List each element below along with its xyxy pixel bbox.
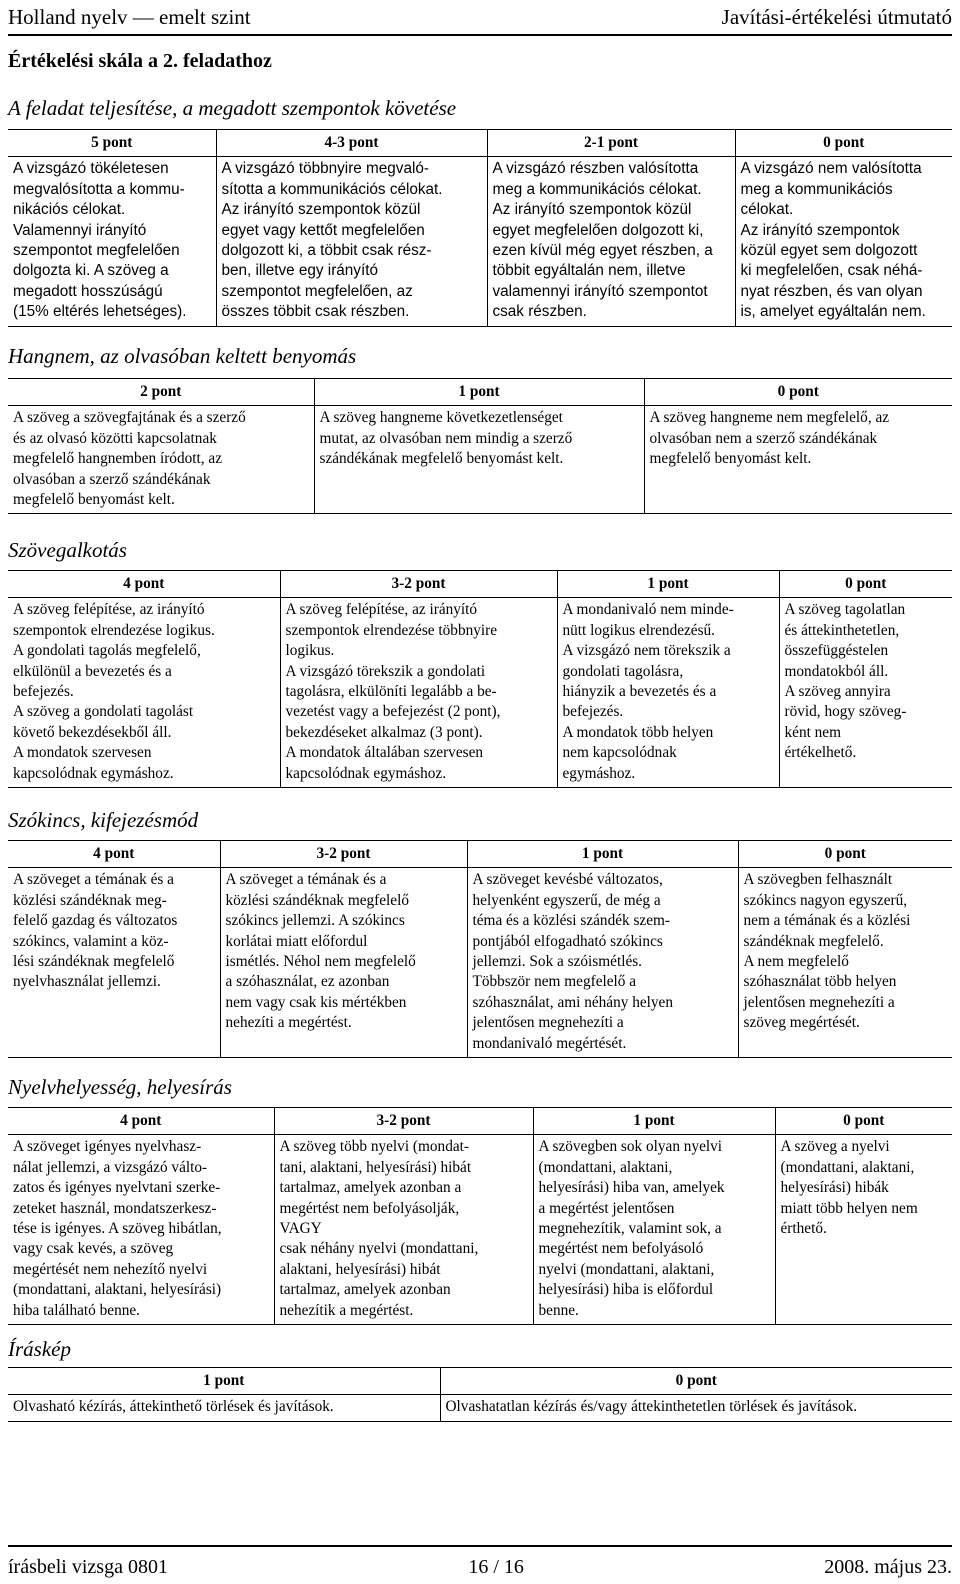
header-cell: 1 pont xyxy=(557,571,779,598)
header-cell: 4 pont xyxy=(8,1108,274,1135)
criteria-cell: A szöveget a témának és a közlési szándéknak megfelelő szókincs jellemzi. A szókincs korlátai miatt előfordul ismétlés. Néhol nem megfelelő a szóhasználat, ez azonban nem vagy csak kis mértékben nehezíti a megértést. xyxy=(220,868,467,1058)
criteria-cell: A szöveget kevésbé változatos, helyenként egyszerű, de még a téma és a közlési szándék szem- pontjából elfogadható szókincs jellemzi. Sok a szóismétlés. Többször nem megfelelő a szóhasználat, ami néhány helyen jelentősen megnehezíti a mondanivaló megértését. xyxy=(467,868,738,1058)
criteria-cell: A szöveg a nyelvi (mondattani, alaktani, helyesírási) hibák miatt több helyen nem érthető. xyxy=(775,1135,952,1325)
section-title-text-composition: Szövegalkotás xyxy=(8,538,127,562)
table-header-row xyxy=(8,1368,952,1395)
table-row xyxy=(8,406,952,514)
footer-left: írásbeli vizsga 0801 xyxy=(8,1555,168,1578)
section-title-handwriting: Íráskép xyxy=(8,1337,71,1361)
section-title-tone: Hangnem, az olvasóban keltett benyomás xyxy=(8,344,357,368)
table-task-completion xyxy=(8,129,952,327)
table-row xyxy=(8,598,952,788)
header-cell: 0 pont xyxy=(440,1368,952,1395)
header-cell: 3-2 pont xyxy=(274,1108,533,1135)
criteria-cell: A szöveg tagolatlan és áttekinthetetlen, összefüggéstelen mondatokból áll. A szöveg annyira rövid, hogy szöveg- ként nem értékelhető. xyxy=(779,598,952,788)
page-footer xyxy=(8,1545,952,1583)
table-tone xyxy=(8,378,952,514)
header-cell: 3-2 pont xyxy=(220,841,467,868)
criteria-cell: A vizsgázó részben valósította meg a kommunikációs célokat. Az irányító szempontok közül egyet megfelelően dolgozott ki, ezen kívül még egyet részben, a többit egyáltalán nem, illetve valamennyi irányító szempontot csak részben. xyxy=(487,157,735,326)
header-cell: 4 pont xyxy=(8,571,280,598)
header-cell: 4 pont xyxy=(8,841,220,868)
header-cell: 0 pont xyxy=(775,1108,952,1135)
table-header-row xyxy=(8,1108,952,1135)
criteria-cell: A szöveg a szövegfajtának és a szerző és az olvasó közötti kapcsolatnak megfelelő hangnemben íródott, az olvasóban a szerző szándékának megfelelő benyomást kelt. xyxy=(8,406,314,514)
page-header xyxy=(8,0,952,36)
header-cell: 0 pont xyxy=(644,379,952,406)
table-header-row xyxy=(8,571,952,598)
table-vocabulary xyxy=(8,840,952,1058)
criteria-cell: A szöveg több nyelvi (mondat- tani, alaktani, helyesírási) hibát tartalmaz, amelyek azonban a megértést nem befolyásolják, VAGY csak néhány nyelvi (mondattani, alaktani, helyesírási) hibát tartalmaz, amelyek azonban nehezítik a megértést. xyxy=(274,1135,533,1325)
criteria-cell: A szövegben sok olyan nyelvi (mondattani, alaktani, helyesírási) hiba van, amelyek a megértést jelentősen megnehezítik, valamint sok, a megértést nem befolyásoló nyelvi (mondattani, alaktani, helyesírási) hiba is előfordul benne. xyxy=(533,1135,775,1325)
header-cell: 0 pont xyxy=(779,571,952,598)
criteria-cell: A szöveget igényes nyelvhasz- nálat jellemzi, a vizsgázó válto- zatos és igényes nyelvtani szerke- zeteket használ, mondatszerkesz- tése is igényes. A szöveg hibátlan, vagy csak kevés, a szöveg megértését nem nehezítő nyelvi (mondattani, alaktani, helyesírási) hiba található benne. xyxy=(8,1135,274,1325)
criteria-cell: A mondanivaló nem minde- nütt logikus elrendezésű. A vizsgázó nem törekszik a gondolati tagolásra, hiányzik a bevezetés és a befejezés. A mondatok több helyen nem kapcsolódnak egymáshoz. xyxy=(557,598,779,788)
header-cell: 1 pont xyxy=(467,841,738,868)
table-grammar-spelling xyxy=(8,1107,952,1325)
table-header-row xyxy=(8,130,952,157)
header-cell: 2 pont xyxy=(8,379,314,406)
header-cell: 5 pont xyxy=(8,130,216,157)
header-cell: 1 pont xyxy=(533,1108,775,1135)
header-cell: 3-2 pont xyxy=(280,571,557,598)
footer-date: 2008. május 23. xyxy=(824,1555,952,1578)
section-title-task-completion: A feladat teljesítése, a megadott szempontok követése xyxy=(8,96,457,120)
table-row xyxy=(8,1135,952,1325)
criteria-cell: A vizsgázó többnyire megvaló- sította a kommunikációs célokat. Az irányító szempontok közül egyet vagy kettőt megfelelően dolgozott ki, a többit csak rész- ben, illetve egy irányító szempontot megfelelően, az összes többit csak részben. xyxy=(216,157,487,326)
criteria-cell: A szöveget a témának és a közlési szándéknak meg- felelő gazdag és változatos szókincs, valamint a köz- lési szándéknak megfelelő nyelvhasználat jellemzi. xyxy=(8,868,220,1058)
criteria-cell: A szöveg felépítése, az irányító szempontok elrendezése többnyire logikus. A vizsgázó törekszik a gondolati tagolásra, elkülöníti legalább a be- vezetést vagy a befejezést (2 pont), bekezdéseket alkalmaz (3 pont). A mondatok általában szervesen kapcsolódnak egymáshoz. xyxy=(280,598,557,788)
section-title-grammar-spelling: Nyelvhelyesség, helyesírás xyxy=(8,1075,232,1099)
table-header-row xyxy=(8,841,952,868)
header-right: Javítási-értékelési útmutató xyxy=(721,5,952,29)
header-cell: 0 pont xyxy=(735,130,952,157)
header-cell: 2-1 pont xyxy=(487,130,735,157)
criteria-cell: A szöveg hangneme nem megfelelő, az olvasóban nem a szerző szándékának megfelelő benyomást kelt. xyxy=(644,406,952,514)
criteria-cell: A szöveg felépítése, az irányító szempontok elrendezése logikus. A gondolati tagolás megfelelő, elkülönül a bevezetés és a befejezés. A szöveg a gondolati tagolást követő bekezdésekből áll. A mondatok szervesen kapcsolódnak egymáshoz. xyxy=(8,598,280,788)
table-header-row xyxy=(8,379,952,406)
table-text-composition xyxy=(8,570,952,788)
table-handwriting xyxy=(8,1367,952,1422)
table-row xyxy=(8,868,952,1058)
section-title-vocabulary: Szókincs, kifejezésmód xyxy=(8,808,199,832)
header-cell: 1 pont xyxy=(314,379,644,406)
criteria-cell: A szövegben felhasznált szókincs nagyon egyszerű, nem a témának és a közlési szándéknak megfelelő. A nem megfelelő szóhasználat több helyen jelentősen megnehezíti a szöveg megértését. xyxy=(738,868,952,1058)
header-left: Holland nyelv — emelt szint xyxy=(8,5,251,29)
criteria-cell: A szöveg hangneme következetlenséget mutat, az olvasóban nem mindig a szerző szándékának megfelelő benyomást kelt. xyxy=(314,406,644,514)
criteria-cell: Olvashatatlan kézírás és/vagy áttekinthetetlen törlések és javítások. xyxy=(440,1395,952,1421)
criteria-cell: A vizsgázó tökéletesen megvalósította a kommu- nikációs célokat. Valamennyi irányító szempontot megfelelően dolgozta ki. A szöveg a megadott hosszúságú (15% eltérés lehetséges). xyxy=(8,157,216,326)
page-number: 16 / 16 xyxy=(468,1555,524,1578)
document-title: Értékelési skála a 2. feladathoz xyxy=(8,50,272,72)
header-cell: 0 pont xyxy=(738,841,952,868)
table-row xyxy=(8,157,952,326)
header-cell: 1 pont xyxy=(8,1368,440,1395)
table-row xyxy=(8,1395,952,1421)
criteria-cell: Olvasható kézírás, áttekinthető törlések és javítások. xyxy=(8,1395,440,1421)
header-cell: 4-3 pont xyxy=(216,130,487,157)
criteria-cell: A vizsgázó nem valósította meg a kommunikációs célokat. Az irányító szempontok közül egyet sem dolgozott ki megfelelően, csak néhá- nyat részben, és van olyan is, amelyet egyáltalán nem. xyxy=(735,157,952,326)
